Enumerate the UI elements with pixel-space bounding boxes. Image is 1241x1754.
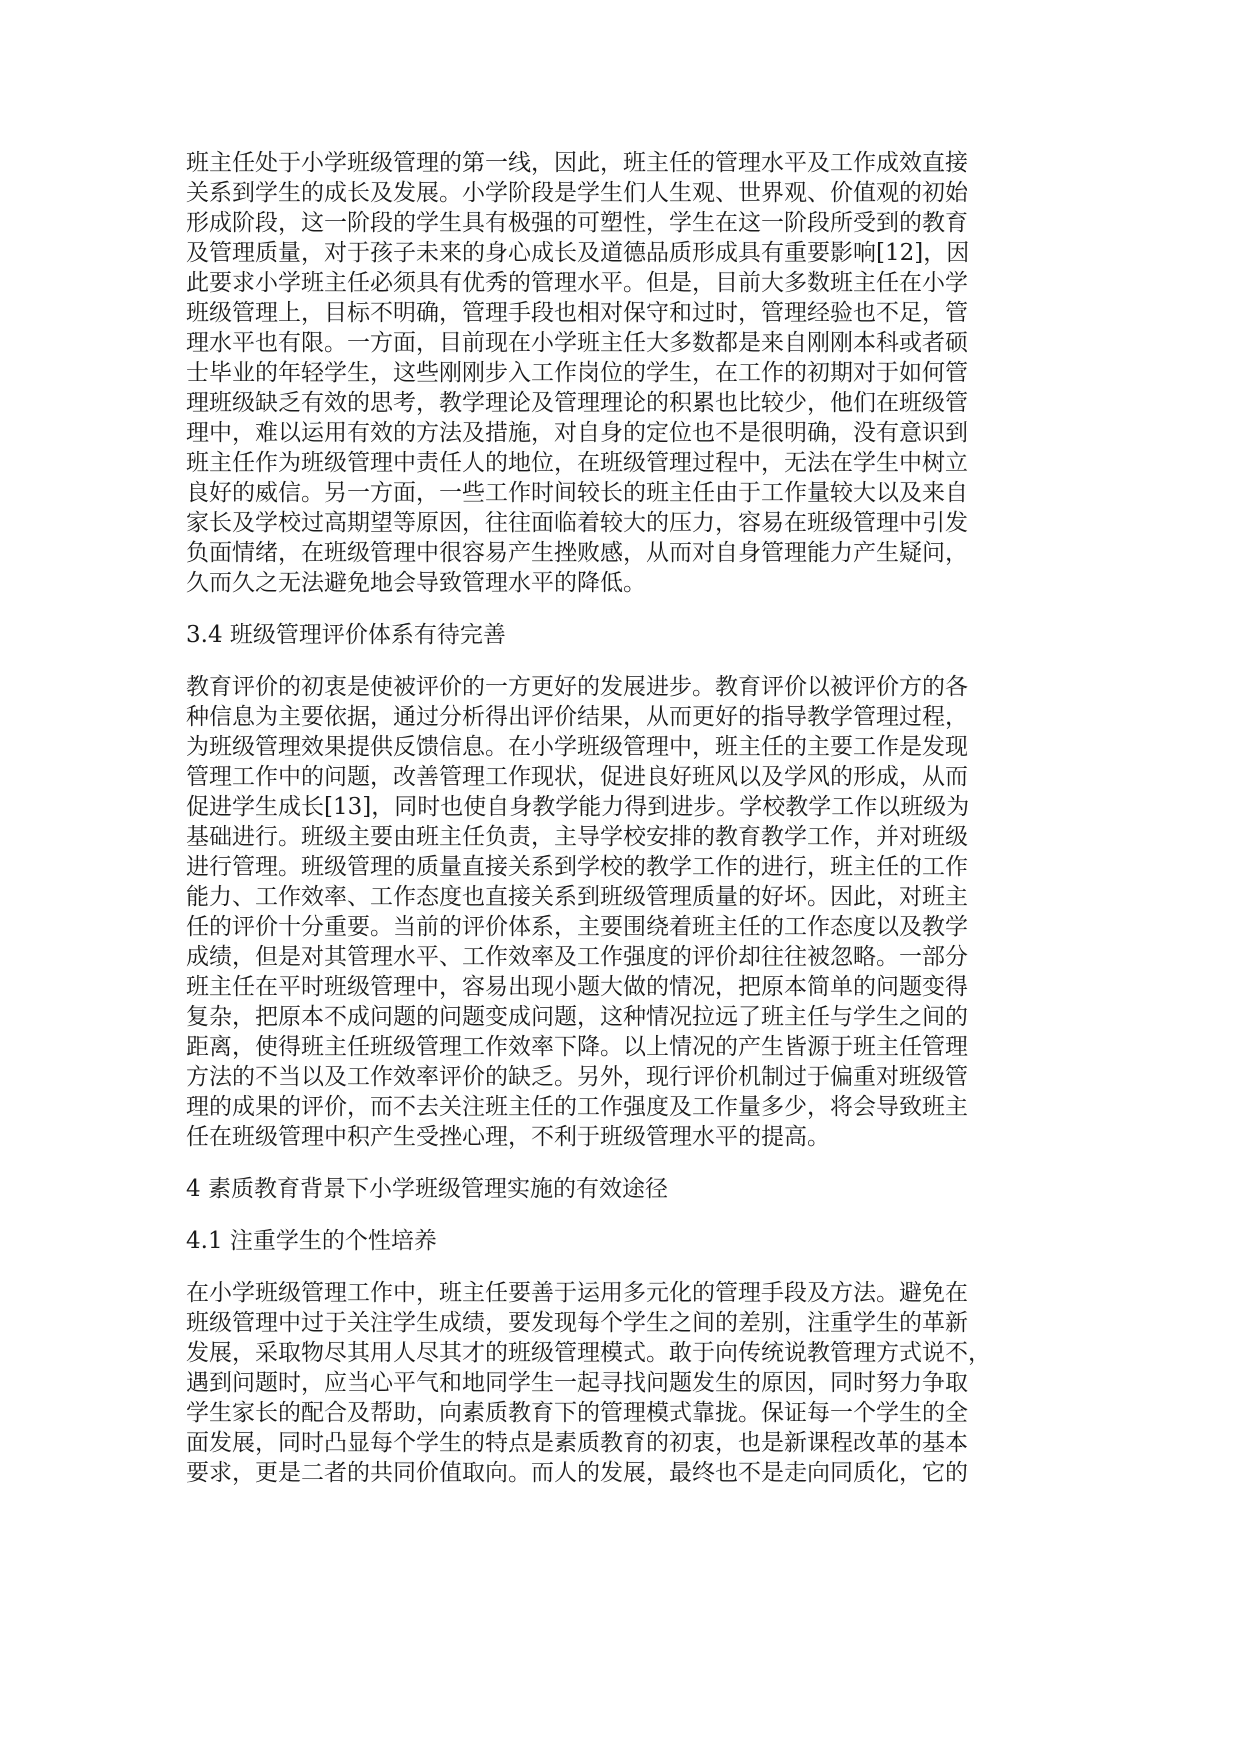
paragraph [186,1278,1051,1488]
paragraph-line: 成绩，但是对其管理水平、工作效率及工作强度的评价却往往被忽略。一部分 [186,944,968,970]
paragraph-line: 理水平也有限。一方面，目前现在小学班主任大多数都是来自刚刚本科或者硕 [186,330,968,356]
paragraph-line: 复杂，把原本不成问题的问题变成问题，这种情况拉远了班主任与学生之间的 [186,1004,968,1030]
paragraph-line: 班主任作为班级管理中责任人的地位，在班级管理过程中，无法在学生中树立 [186,450,968,476]
paragraph-line: 发展，采取物尽其用人尽其才的班级管理模式。敢于向传统说教管理方式说不， [186,1340,991,1366]
paragraph-line: 要求，更是二者的共同价值取向。而人的发展，最终也不是走向同质化，它的 [186,1460,968,1486]
paragraph-line: 促进学生成长[13]，同时也使自身教学能力得到进步。学校教学工作以班级为 [186,794,970,820]
paragraph-line: 学生家长的配合及帮助，向素质教育下的管理模式靠拢。保证每一个学生的全 [186,1400,968,1426]
paragraph-line: 理班级缺乏有效的思考，教学理论及管理理论的积累也比较少，他们在班级管 [186,390,968,416]
paragraph-line: 任的评价十分重要。当前的评价体系，主要围绕着班主任的工作态度以及教学 [186,914,968,940]
paragraph-line: 种信息为主要依据，通过分析得出评价结果，从而更好的指导教学管理过程， [186,704,968,730]
paragraph-line: 班主任处于小学班级管理的第一线，因此，班主任的管理水平及工作成效直接 [186,150,968,176]
paragraph-line: 及管理质量，对于孩子未来的身心成长及道德品质形成具有重要影响[12]，因 [186,240,970,266]
paragraph-line: 负面情绪，在班级管理中很容易产生挫败感，从而对自身管理能力产生疑问， [186,540,968,566]
paragraph-line: 遇到问题时，应当心平气和地同学生一起寻找问题发生的原因，同时努力争取 [186,1370,968,1396]
paragraph-line: 为班级管理效果提供反馈信息。在小学班级管理中，班主任的主要工作是发现 [186,734,968,760]
section-gap [186,1204,1051,1226]
paragraph-line: 良好的威信。另一方面，一些工作时间较长的班主任由于工作量较大以及来自 [186,480,968,506]
paragraph-line: 进行管理。班级管理的质量直接关系到学校的教学工作的进行，班主任的工作 [186,854,968,880]
section-heading: 4.1 注重学生的个性培养 [186,1228,437,1254]
paragraph-line: 关系到学生的成长及发展。小学阶段是学生们人生观、世界观、价值观的初始 [186,180,968,206]
section-gap [186,650,1051,672]
paragraph [186,672,1051,1152]
paragraph-line: 能力、工作效率、工作态度也直接关系到班级管理质量的好坏。因此，对班主 [186,884,968,910]
section-heading: 4 素质教育背景下小学班级管理实施的有效途径 [186,1176,668,1202]
paragraph-line: 理中，难以运用有效的方法及措施，对自身的定位也不是很明确，没有意识到 [186,420,968,446]
paragraph-line: 家长及学校过高期望等原因，往往面临着较大的压力，容易在班级管理中引发 [186,510,968,536]
paragraph-line: 方法的不当以及工作效率评价的缺乏。另外，现行评价机制过于偏重对班级管 [186,1064,968,1090]
paragraph-line: 在小学班级管理工作中，班主任要善于运用多元化的管理手段及方法。避免在 [186,1280,968,1306]
paragraph-line: 距离，使得班主任班级管理工作效率下降。以上情况的产生皆源于班主任管理 [186,1034,968,1060]
paragraph-line: 任在班级管理中积产生受挫心理，不利于班级管理水平的提高。 [186,1124,830,1150]
paragraph-line: 此要求小学班主任必须具有优秀的管理水平。但是，目前大多数班主任在小学 [186,270,968,296]
paragraph-line: 基础进行。班级主要由班主任负责，主导学校安排的教育教学工作，并对班级 [186,824,968,850]
paragraph-line: 班主任在平时班级管理中，容易出现小题大做的情况，把原本简单的问题变得 [186,974,968,1000]
section-gap [186,1256,1051,1278]
paragraph-line: 形成阶段，这一阶段的学生具有极强的可塑性，学生在这一阶段所受到的教育 [186,210,968,236]
section-heading: 3.4 班级管理评价体系有待完善 [186,622,506,648]
paragraph-line: 士毕业的年轻学生，这些刚刚步入工作岗位的学生，在工作的初期对于如何管 [186,360,968,386]
paragraph-line: 理的成果的评价，而不去关注班主任的工作强度及工作量多少，将会导致班主 [186,1094,968,1120]
paragraph-line: 管理工作中的问题，改善管理工作现状，促进良好班风以及学风的形成，从而 [186,764,968,790]
paragraph-line: 班级管理中过于关注学生成绩，要发现每个学生之间的差别，注重学生的革新 [186,1310,968,1336]
paragraph [186,148,1051,598]
section-gap [186,598,1051,620]
paragraph-line: 面发展，同时凸显每个学生的特点是素质教育的初衷，也是新课程改革的基本 [186,1430,968,1456]
section-gap [186,1152,1051,1174]
paragraph-line: 久而久之无法避免地会导致管理水平的降低。 [186,570,646,596]
paragraph-line: 教育评价的初衷是使被评价的一方更好的发展进步。教育评价以被评价方的各 [186,674,968,700]
paragraph-line: 班级管理上，目标不明确，管理手段也相对保守和过时，管理经验也不足，管 [186,300,968,326]
document-body [186,148,1051,1488]
